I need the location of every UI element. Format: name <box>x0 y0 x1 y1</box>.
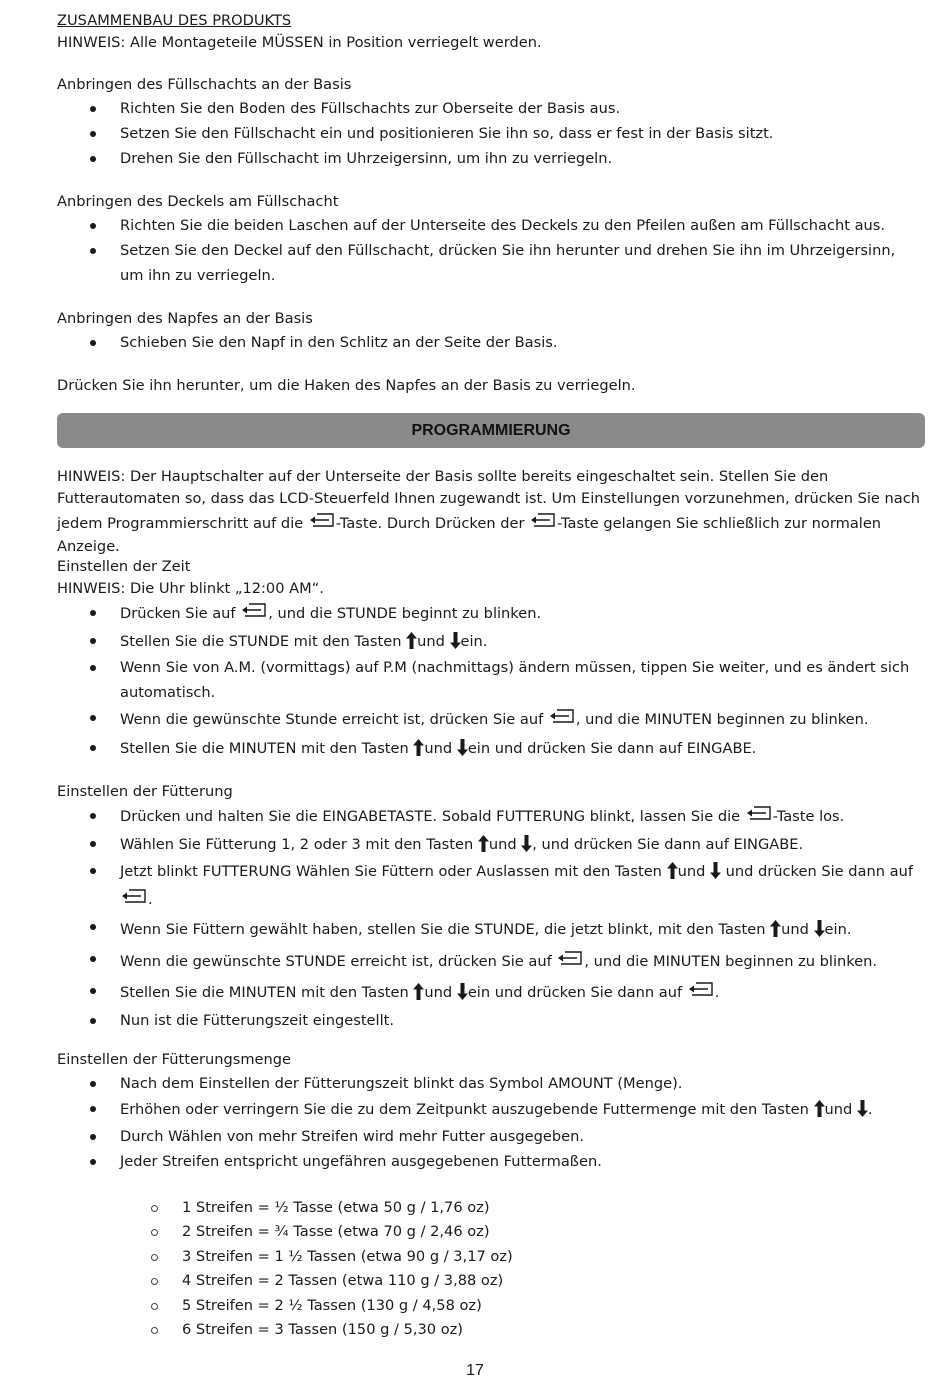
list-item: Drücken Sie auf , und die STUNDE beginnt zu blinken. <box>57 600 925 628</box>
enter-key-icon <box>308 512 336 530</box>
list-item: Stellen Sie die MINUTEN mit den Tasten und ein und drücken Sie dann auf . <box>57 978 925 1008</box>
assembly-closing: Drücken Sie ihn herunter, um die Haken des Napfes an der Basis zu verriegeln. <box>57 377 636 394</box>
list-item: Nach dem Einstellen der Fütterungszeit blinkt das Symbol AMOUNT (Menge). <box>57 1071 925 1096</box>
list-item: Nun ist die Fütterungszeit eingestellt. <box>57 1008 925 1033</box>
intro-line: jedem Programmierschritt auf die -Taste. Durch Drücken der -Taste gelangen Sie schließlich zur normalen <box>57 510 925 538</box>
up-arrow-icon <box>478 835 489 852</box>
bullet-list-hopper <box>57 96 925 171</box>
programming-intro <box>57 466 925 556</box>
section-banner-programming <box>57 413 925 448</box>
list-item: Richten Sie den Boden des Füllschachts zur Oberseite der Basis aus. <box>57 96 925 121</box>
list-item: Wenn die gewünschte Stunde erreicht ist, drücken Sie auf , und die MINUTEN beginnen zu blinken. <box>57 705 925 735</box>
intro-line: HINWEIS: Der Hauptschalter auf der Unterseite der Basis sollte bereits eingeschaltet sein. Stellen Sie den <box>57 468 829 485</box>
bullet-list-amount <box>57 1071 925 1174</box>
list-item: 1 Streifen = ½ Tasse (etwa 50 g / 1,76 oz) <box>57 1196 925 1220</box>
up-arrow-icon <box>413 739 424 756</box>
list-item: Setzen Sie den Deckel auf den Füllschacht, drücken Sie ihn herunter und drehen Sie ihn im Uhrzeigersinn, um ihn zu verriegeln. <box>57 238 900 288</box>
list-item: Drücken und halten Sie die EINGABETASTE. Sobald FUTTERUNG blinkt, lassen Sie die -Taste los. <box>57 803 925 831</box>
list-item: Wählen Sie Fütterung 1, 2 oder 3 mit den Tasten und , und drücken Sie dann auf EINGABE. <box>57 831 925 858</box>
section-heading-feeding: Einstellen der Fütterung <box>57 783 233 800</box>
enter-key-icon <box>687 981 715 999</box>
bullet-list-feeding <box>57 803 925 1033</box>
assembly-title: ZUSAMMENBAU DES PRODUKTS <box>57 12 292 29</box>
up-arrow-icon <box>413 983 424 1000</box>
down-arrow-icon <box>857 1100 868 1117</box>
list-item: Drehen Sie den Füllschacht im Uhrzeigersinn, um ihn zu verriegeln. <box>57 146 925 171</box>
bullet-list-bowl <box>57 330 925 355</box>
list-item: Richten Sie die beiden Laschen auf der Unterseite des Deckels zu den Pfeilen außen am Füllschacht aus. <box>57 213 925 238</box>
enter-key-icon <box>529 512 557 530</box>
section-heading-hopper: Anbringen des Füllschachts an der Basis <box>57 76 352 93</box>
banner-title: PROGRAMMIERUNG <box>411 421 571 439</box>
up-arrow-icon <box>406 632 417 649</box>
enter-key-icon <box>556 950 584 968</box>
assembly-note: HINWEIS: Alle Montageteile MÜSSEN in Position verriegelt werden. <box>57 34 542 51</box>
section-heading-bowl: Anbringen des Napfes an der Basis <box>57 310 313 327</box>
down-arrow-icon <box>457 983 468 1000</box>
list-item: Jeder Streifen entspricht ungefähren ausgegebenen Futtermaßen. <box>57 1149 925 1174</box>
list-item: 6 Streifen = 3 Tassen (150 g / 5,30 oz) <box>57 1318 925 1342</box>
time-note: HINWEIS: Die Uhr blinkt „12:00 AM“. <box>57 580 324 597</box>
bullet-list-lid <box>57 213 925 288</box>
section-heading-lid: Anbringen des Deckels am Füllschacht <box>57 193 339 210</box>
section-heading-amount: Einstellen der Fütterungsmenge <box>57 1051 292 1068</box>
stripe-list <box>57 1196 925 1342</box>
up-arrow-icon <box>770 920 781 937</box>
page-number: 17 <box>466 1362 484 1379</box>
list-item: 5 Streifen = 2 ½ Tassen (130 g / 4,58 oz) <box>57 1294 925 1318</box>
list-item: Stellen Sie die MINUTEN mit den Tasten und ein und drücken Sie dann auf EINGABE. <box>57 735 925 763</box>
list-item: Jetzt blinkt FUTTERUNG Wählen Sie Füttern oder Auslassen mit den Tasten und und drücken Sie dann auf . <box>57 858 925 914</box>
intro-line: Anzeige. <box>57 538 120 555</box>
list-item: Durch Wählen von mehr Streifen wird mehr Futter ausgegeben. <box>57 1124 925 1149</box>
list-item: Setzen Sie den Füllschacht ein und positionieren Sie ihn so, dass er fest in der Basis sitzt. <box>57 121 925 146</box>
enter-key-icon <box>240 602 268 620</box>
list-item: 3 Streifen = 1 ½ Tassen (etwa 90 g / 3,17 oz) <box>57 1245 925 1269</box>
list-item: 4 Streifen = 2 Tassen (etwa 110 g / 3,88 oz) <box>57 1269 925 1293</box>
down-arrow-icon <box>814 920 825 937</box>
up-arrow-icon <box>667 862 678 879</box>
down-arrow-icon <box>710 862 721 879</box>
bullet-list-time <box>57 600 925 763</box>
section-heading-time: Einstellen der Zeit <box>57 558 191 575</box>
down-arrow-icon <box>450 632 461 649</box>
down-arrow-icon <box>521 835 532 852</box>
list-item: Wenn Sie von A.M. (vormittags) auf P.M (nachmittags) ändern müssen, tippen Sie weiter, und es ändert sich automatisch. <box>57 655 920 705</box>
list-item: Wenn die gewünschte STUNDE erreicht ist, drücken Sie auf , und die MINUTEN beginnen zu blinken. <box>57 946 925 978</box>
enter-key-icon <box>120 888 148 906</box>
down-arrow-icon <box>457 739 468 756</box>
list-item: Stellen Sie die STUNDE mit den Tasten und ein. <box>57 628 925 655</box>
list-item: Wenn Sie Füttern gewählt haben, stellen Sie die STUNDE, die jetzt blinkt, mit den Tasten und ein. <box>57 914 925 946</box>
intro-line: Futterautomaten so, dass das LCD-Steuerfeld Ihnen zugewandt ist. Um Einstellungen vorzunehmen, drücken Sie nach <box>57 490 921 507</box>
list-item: Schieben Sie den Napf in den Schlitz an der Seite der Basis. <box>57 330 925 355</box>
list-item: Erhöhen oder verringern Sie die zu dem Zeitpunkt auszugebende Futtermenge mit den Tasten und . <box>57 1096 925 1124</box>
enter-key-icon <box>548 708 576 726</box>
list-item: 2 Streifen = ¾ Tasse (etwa 70 g / 2,46 oz) <box>57 1220 925 1244</box>
document-page <box>57 10 925 1342</box>
enter-key-icon <box>745 805 773 823</box>
up-arrow-icon <box>814 1100 825 1117</box>
